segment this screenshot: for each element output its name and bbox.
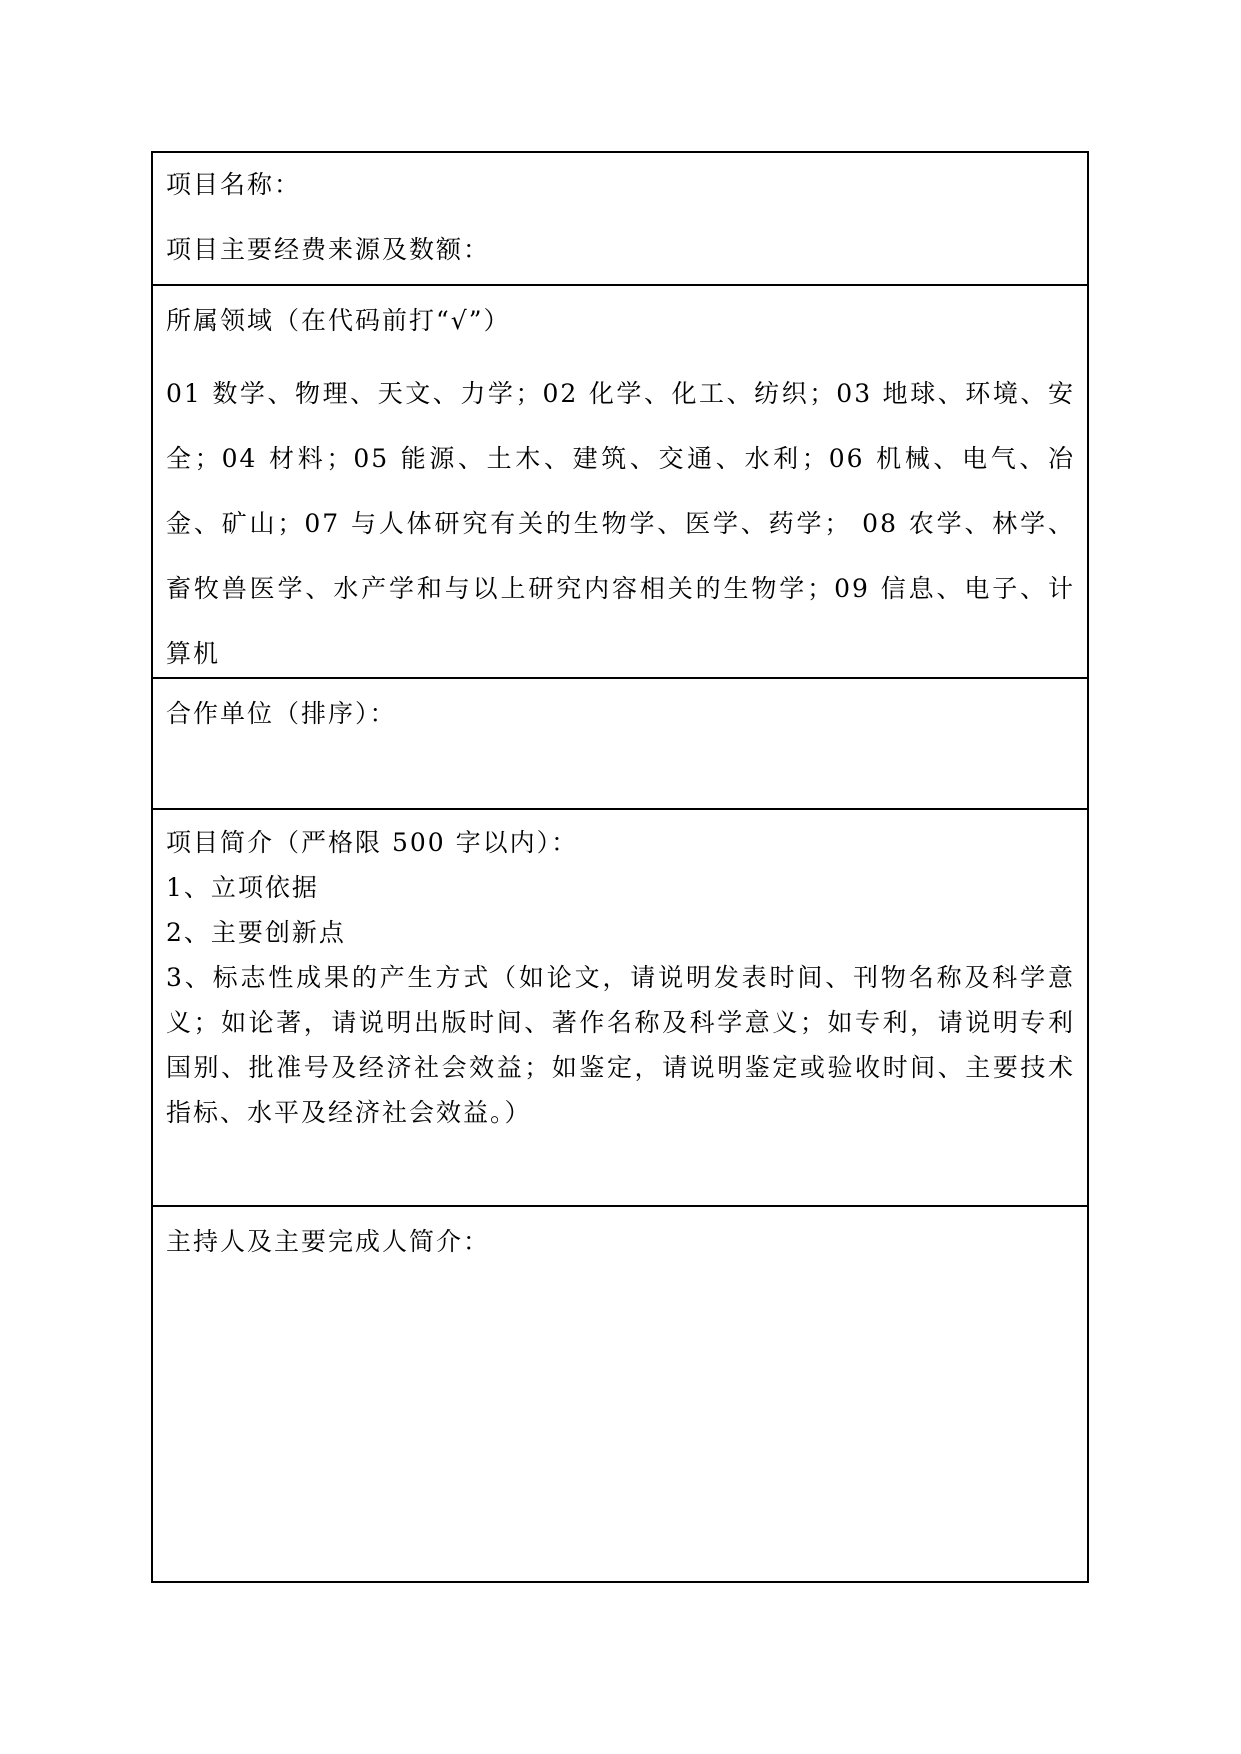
leader-label: 主持人及主要完成人简介：: [166, 1227, 491, 1256]
summary-item-innovation: 2、主要创新点: [166, 918, 346, 947]
summary-item-basis: 1、立项依据: [166, 873, 319, 902]
partner-label: 合作单位（排序）：: [166, 699, 397, 728]
partner-section: [153, 679, 1087, 810]
summary-item-achievements: 3、标志性成果的产生方式（如论文，请说明发表时间、刊物名称及科学意义；如论著，请说明出版时间、著作名称及科学意义；如专利，请说明专利国别、批准号及经济社会效益；如鉴定，请说明鉴定或验收时间、主要技术指标、水平及经济社会效益。）: [166, 963, 1075, 1127]
research-field-label: 所属领域（在代码前打“√”）: [166, 306, 511, 335]
leader-section: [153, 1207, 1087, 1581]
project-name-label: 项目名称：: [166, 170, 302, 199]
research-field-options: 01 数学、物理、天文、力学；02 化学、化工、纺织；03 地球、环境、安全；04 材料；05 能源、土木、建筑、交通、水利；06 机械、电气、冶金、矿山；07 与人体研究有关的生物学、医学、药学； 08 农学、林学、畜牧兽医学、水产学和与以上研究内容相关的生物学；09 信息、电子、计算机: [166, 379, 1075, 668]
project-info-section: [153, 153, 1087, 286]
research-field-section: [153, 286, 1087, 679]
funding-source-label: 项目主要经费来源及数额：: [166, 235, 491, 264]
summary-label: 项目简介（严格限 500 字以内）：: [166, 828, 579, 857]
project-summary-section: [153, 810, 1087, 1207]
application-form-table: [151, 151, 1089, 1583]
